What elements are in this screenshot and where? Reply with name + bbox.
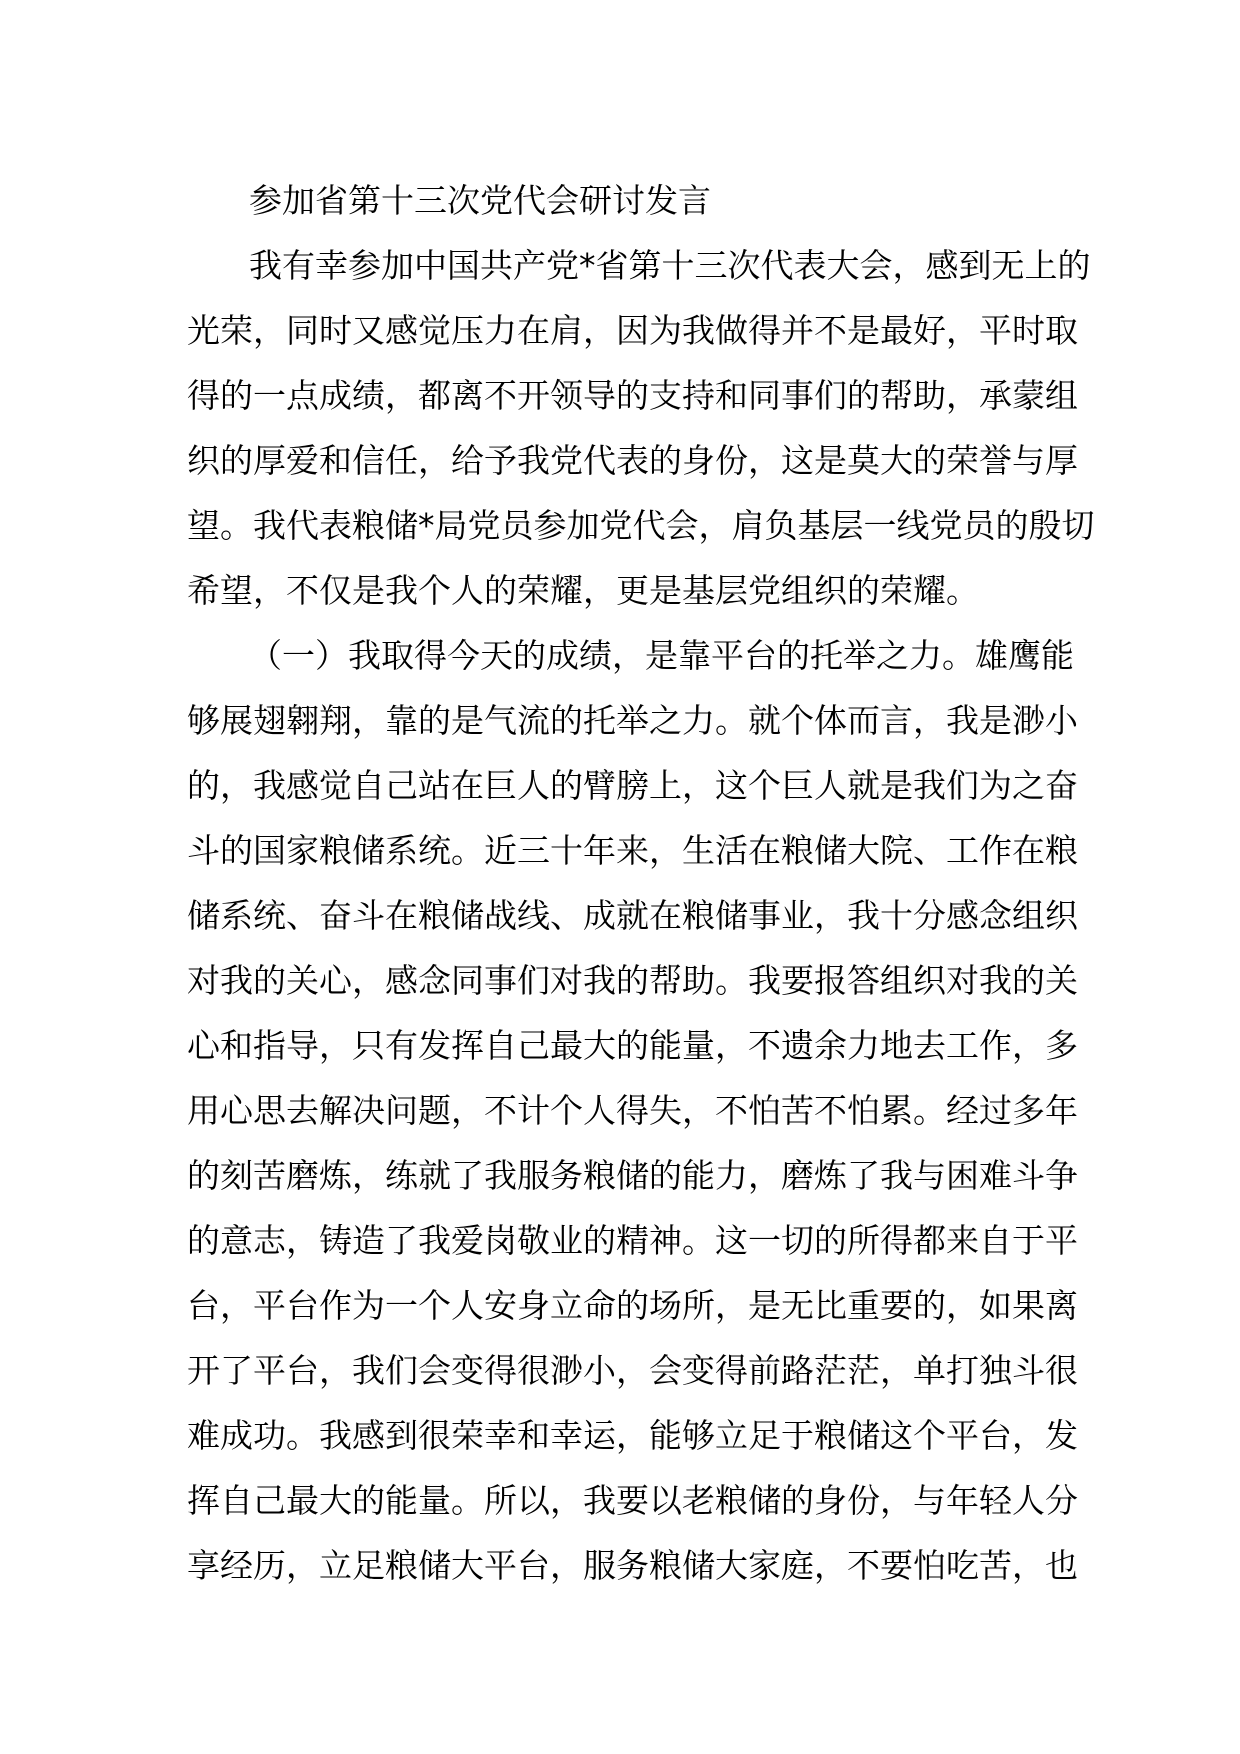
paragraph-line: 望。我代表粮储*局党员参加党代会，肩负基层一线党员的殷切 bbox=[187, 506, 1095, 545]
paragraph-line: 享经历，立足粮储大平台，服务粮储大家庭，不要怕吃苦，也 bbox=[187, 1546, 1078, 1585]
paragraph-line: 我有幸参加中国共产党*省第十三次代表大会，感到无上的 bbox=[249, 246, 1091, 285]
paragraph-line: 希望，不仅是我个人的荣耀，更是基层党组织的荣耀。 bbox=[187, 571, 979, 610]
paragraph-line: 难成功。我感到很荣幸和幸运，能够立足于粮储这个平台，发 bbox=[187, 1416, 1078, 1455]
paragraph-1 bbox=[187, 233, 1095, 623]
paragraph-line: 的刻苦磨炼，练就了我服务粮储的能力，磨炼了我与困难斗争 bbox=[187, 1156, 1078, 1195]
paragraph-line: 的意志，铸造了我爱岗敬业的精神。这一切的所得都来自于平 bbox=[187, 1221, 1078, 1260]
paragraph-line: 心和指导，只有发挥自己最大的能量，不遗余力地去工作，多 bbox=[187, 1026, 1078, 1065]
paragraph-line: 的，我感觉自己站在巨人的臂膀上，这个巨人就是我们为之奋 bbox=[187, 766, 1078, 805]
paragraph-line: 储系统、奋斗在粮储战线、成就在粮储事业，我十分感念组织 bbox=[187, 896, 1078, 935]
paragraph-line: 织的厚爱和信任，给予我党代表的身份，这是莫大的荣誉与厚 bbox=[187, 441, 1078, 480]
paragraph-line: 对我的关心，感念同事们对我的帮助。我要报答组织对我的关 bbox=[187, 961, 1078, 1000]
document-title: 参加省第十三次党代会研讨发言 bbox=[249, 181, 711, 220]
paragraph-line: 得的一点成绩，都离不开领导的支持和同事们的帮助，承蒙组 bbox=[187, 376, 1078, 415]
paragraph-line: 台，平台作为一个人安身立命的场所，是无比重要的，如果离 bbox=[187, 1286, 1078, 1325]
paragraph-line: 够展翅翱翔，靠的是气流的托举之力。就个体而言，我是渺小 bbox=[187, 701, 1078, 740]
paragraph-2 bbox=[187, 623, 1078, 1598]
paragraph-line: 开了平台，我们会变得很渺小，会变得前路茫茫，单打独斗很 bbox=[187, 1351, 1078, 1390]
paragraph-line: （一）我取得今天的成绩，是靠平台的托举之力。雄鹰能 bbox=[249, 636, 1074, 675]
paragraph-line: 斗的国家粮储系统。近三十年来，生活在粮储大院、工作在粮 bbox=[187, 831, 1078, 870]
paragraph-line: 用心思去解决问题，不计个人得失，不怕苦不怕累。经过多年 bbox=[187, 1091, 1078, 1130]
paragraph-line: 挥自己最大的能量。所以，我要以老粮储的身份，与年轻人分 bbox=[187, 1481, 1078, 1520]
document-body bbox=[187, 168, 1095, 1598]
paragraph-line: 光荣，同时又感觉压力在肩，因为我做得并不是最好，平时取 bbox=[187, 311, 1078, 350]
